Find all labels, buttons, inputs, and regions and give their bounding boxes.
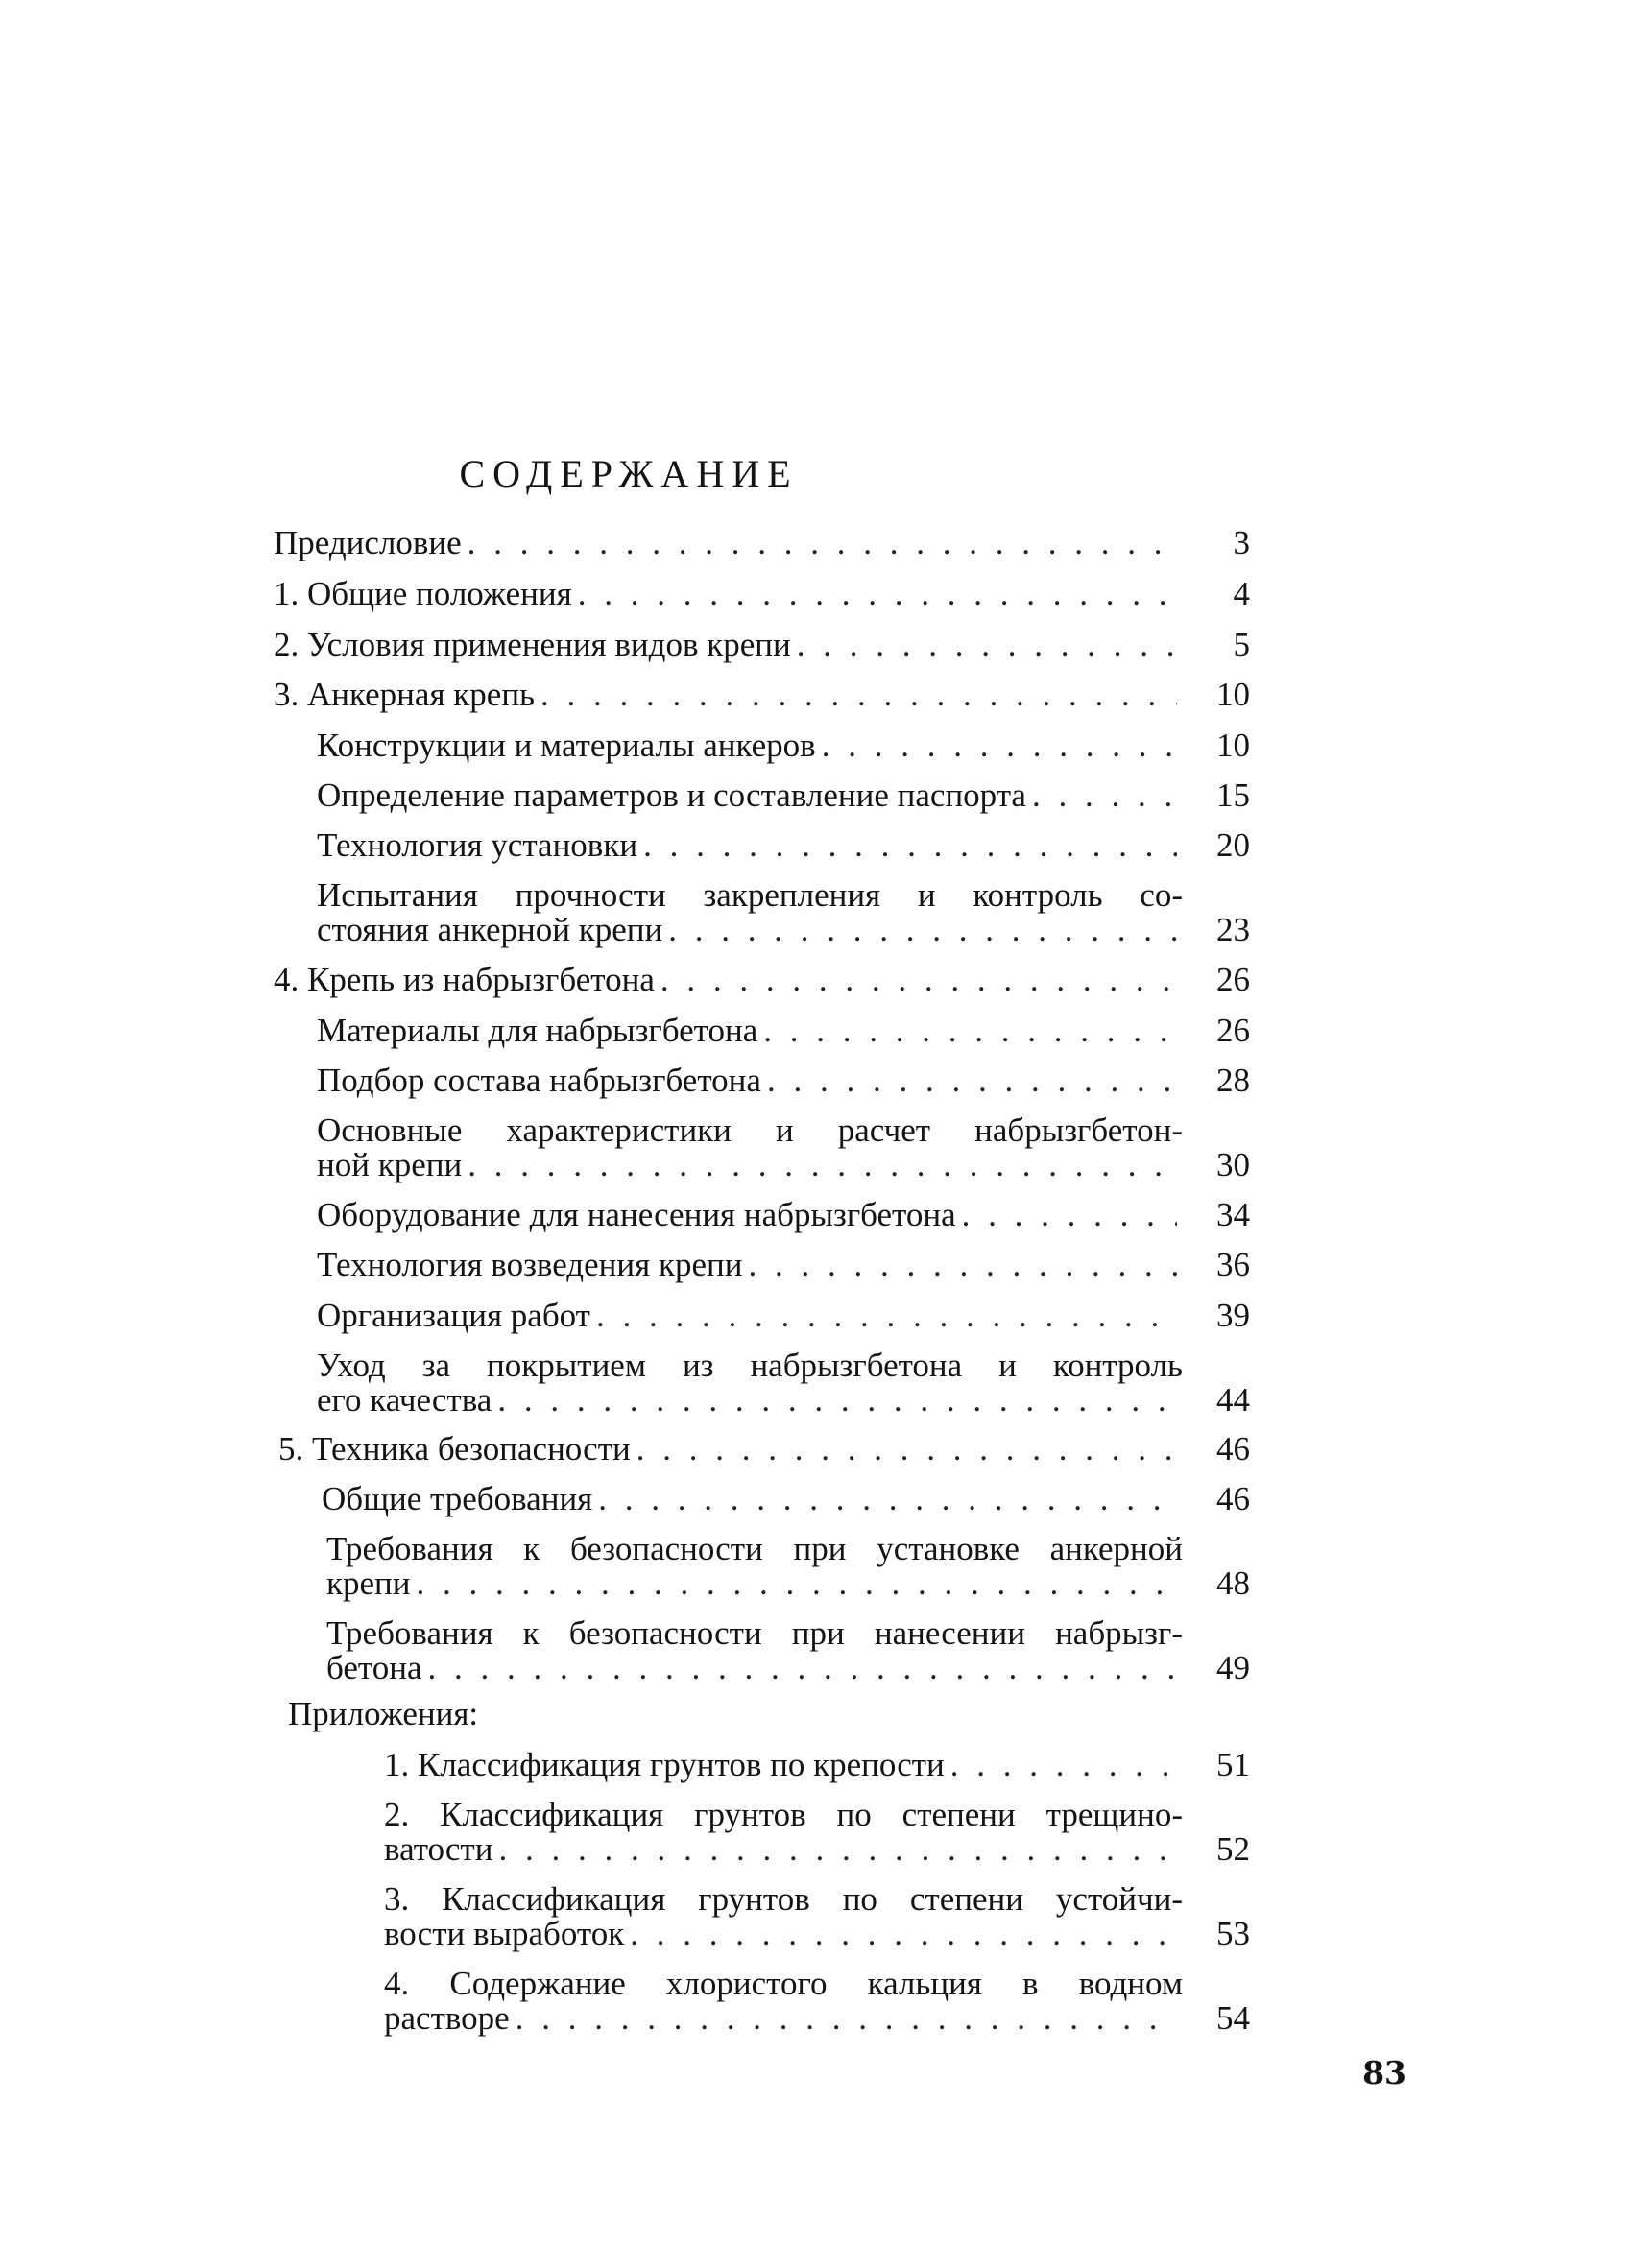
toc-entry-title: Технология возведения крепи: [317, 1246, 743, 1283]
toc-page-number: 10: [1216, 727, 1250, 764]
toc-entry-title: 5. Техника безопасности: [278, 1430, 631, 1468]
toc-entry: [317, 1246, 1250, 1283]
toc-entry: [274, 575, 1250, 612]
dot-leader: [516, 2001, 1177, 2036]
dot-leader: [636, 1432, 1177, 1467]
toc-entry-title: Основные характеристики и расчет набрызгбетон-: [317, 1111, 1183, 1149]
toc-entry-title: 4. Содержание хлористого кальция в водном: [384, 1965, 1183, 2002]
toc-entry: [274, 676, 1250, 713]
toc-page-number: 44: [1216, 1381, 1250, 1419]
toc-entry-title-continued: бетона: [326, 1649, 422, 1686]
dot-leader: [630, 1917, 1177, 1951]
toc-entry-title-continued: вости выработок: [384, 1915, 625, 1952]
toc-entry-title: Оборудование для нанесения набрызгбетона: [317, 1196, 956, 1233]
toc-entry: [317, 1196, 1250, 1233]
toc-entry-title: Испытания прочности закрепления и контроль со-: [317, 876, 1183, 914]
toc-entry: [274, 961, 1250, 998]
toc-entry: [278, 1430, 1250, 1468]
dot-leader: [660, 963, 1177, 997]
toc-page-number: 10: [1216, 676, 1250, 713]
toc-entry: [317, 1297, 1250, 1334]
toc-page-number: 36: [1216, 1246, 1250, 1283]
toc-page-number: 15: [1216, 776, 1250, 814]
toc-entry: [326, 1614, 1250, 1686]
toc-page-number: 26: [1216, 1012, 1250, 1049]
toc-entry-title-continued: крепи: [326, 1564, 411, 1602]
toc-entry-title: Организация работ: [317, 1297, 590, 1334]
toc-entry-title-continued: растворе: [384, 1999, 510, 2037]
dot-leader: [417, 1566, 1178, 1601]
toc-page-number: 28: [1216, 1062, 1250, 1099]
toc-entry: [274, 626, 1250, 663]
dot-leader: [1032, 778, 1177, 813]
toc-entry-title-continued: его качества: [317, 1381, 492, 1419]
appendix-entry: [384, 1746, 1250, 1783]
toc-entry-title: Требования к безопасности при установке анкерной: [326, 1530, 1183, 1567]
toc-entry-title: Подбор состава набрызгбетона: [317, 1062, 761, 1099]
toc-entry: [317, 776, 1250, 814]
toc-entry: [317, 1347, 1250, 1419]
toc-entry-title: Технология установки: [317, 826, 638, 864]
dot-leader: [427, 1651, 1177, 1685]
page-title: СОДЕРЖАНИЕ: [459, 452, 799, 495]
dot-leader: [767, 1063, 1177, 1098]
appendix-entry: [384, 1880, 1250, 1952]
toc-entry-title: Предисловие: [274, 524, 462, 561]
dot-leader: [578, 577, 1177, 611]
toc-page-number: 23: [1216, 911, 1250, 948]
toc-entry: [274, 524, 1250, 561]
toc-entry-title: Материалы для набрызгбетона: [317, 1012, 758, 1049]
toc-page-number: 46: [1216, 1480, 1250, 1517]
dot-leader: [468, 1148, 1177, 1182]
page-number: 83: [1362, 2054, 1406, 2091]
toc-entry-title: 4. Крепь из набрызгбетона: [274, 961, 655, 998]
dot-leader: [748, 1248, 1177, 1282]
toc-entry-title-continued: ватости: [384, 1830, 493, 1868]
appendix-entry: [384, 1965, 1250, 2037]
dot-leader: [950, 1748, 1177, 1782]
toc-page-number: 3: [1233, 524, 1250, 561]
dot-leader: [596, 1299, 1177, 1333]
toc-entry-title: Уход за покрытием из набрызгбетона и контроль: [317, 1347, 1183, 1384]
toc-entry-title: Общие требования: [322, 1480, 593, 1517]
dot-leader: [497, 1383, 1177, 1418]
dot-leader: [498, 1832, 1177, 1867]
toc-entry: [317, 1062, 1250, 1099]
dot-leader: [962, 1198, 1177, 1232]
toc-entry-title: 2. Условия применения видов крепи: [274, 626, 791, 663]
toc-entry: [317, 1012, 1250, 1049]
dot-leader: [598, 1482, 1177, 1516]
toc-page-number: 5: [1233, 626, 1250, 663]
toc-page-number: 26: [1216, 961, 1250, 998]
toc-entry: [317, 876, 1250, 948]
toc-entry-title: Определение параметров и составление паспорта: [317, 776, 1026, 814]
toc-page-number: 48: [1216, 1564, 1250, 1602]
dot-leader: [763, 1014, 1177, 1048]
dot-leader: [540, 678, 1177, 712]
toc-page-number: 46: [1216, 1430, 1250, 1468]
toc-page-number: 4: [1233, 575, 1250, 612]
toc-entry-title: Конструкции и материалы анкеров: [317, 727, 816, 764]
toc-page-number: 53: [1216, 1915, 1250, 1952]
toc-page-number: 51: [1216, 1746, 1250, 1783]
appendix-entry: [384, 1796, 1250, 1868]
toc-page-number: 54: [1216, 1999, 1250, 2037]
toc-entry-title: 2. Классификация грунтов по степени трещино-: [384, 1796, 1183, 1833]
toc-entry-title: 3. Анкерная крепь: [274, 676, 536, 713]
dot-leader: [468, 526, 1177, 561]
toc-entry-title-continued: стояния анкерной крепи: [317, 911, 663, 948]
toc-entry-title-continued: ной крепи: [317, 1146, 463, 1183]
appendix-heading: Приложения:: [288, 1695, 479, 1732]
toc-entry-title: Требования к безопасности при нанесении набрызг-: [326, 1614, 1183, 1652]
toc-entry: [322, 1480, 1250, 1517]
toc-entry: [326, 1530, 1250, 1602]
dot-leader: [822, 728, 1177, 763]
toc-entry-title: 3. Классификация грунтов по степени устойчи-: [384, 1880, 1183, 1918]
toc-entry-title: 1. Общие положения: [274, 575, 572, 612]
dot-leader: [668, 913, 1177, 947]
toc-entry: [317, 727, 1250, 764]
toc-page-number: 34: [1216, 1196, 1250, 1233]
toc-page-number: 20: [1216, 826, 1250, 864]
toc-page-number: 52: [1216, 1830, 1250, 1868]
toc-page-number: 30: [1216, 1146, 1250, 1183]
toc-entry-title: 1. Классификация грунтов по крепости: [384, 1746, 945, 1783]
dot-leader: [797, 628, 1177, 662]
dot-leader: [643, 828, 1177, 863]
toc-page-number: 49: [1216, 1649, 1250, 1686]
toc-entry: [317, 1111, 1250, 1183]
toc-page-number: 39: [1216, 1297, 1250, 1334]
toc-entry: [317, 826, 1250, 864]
